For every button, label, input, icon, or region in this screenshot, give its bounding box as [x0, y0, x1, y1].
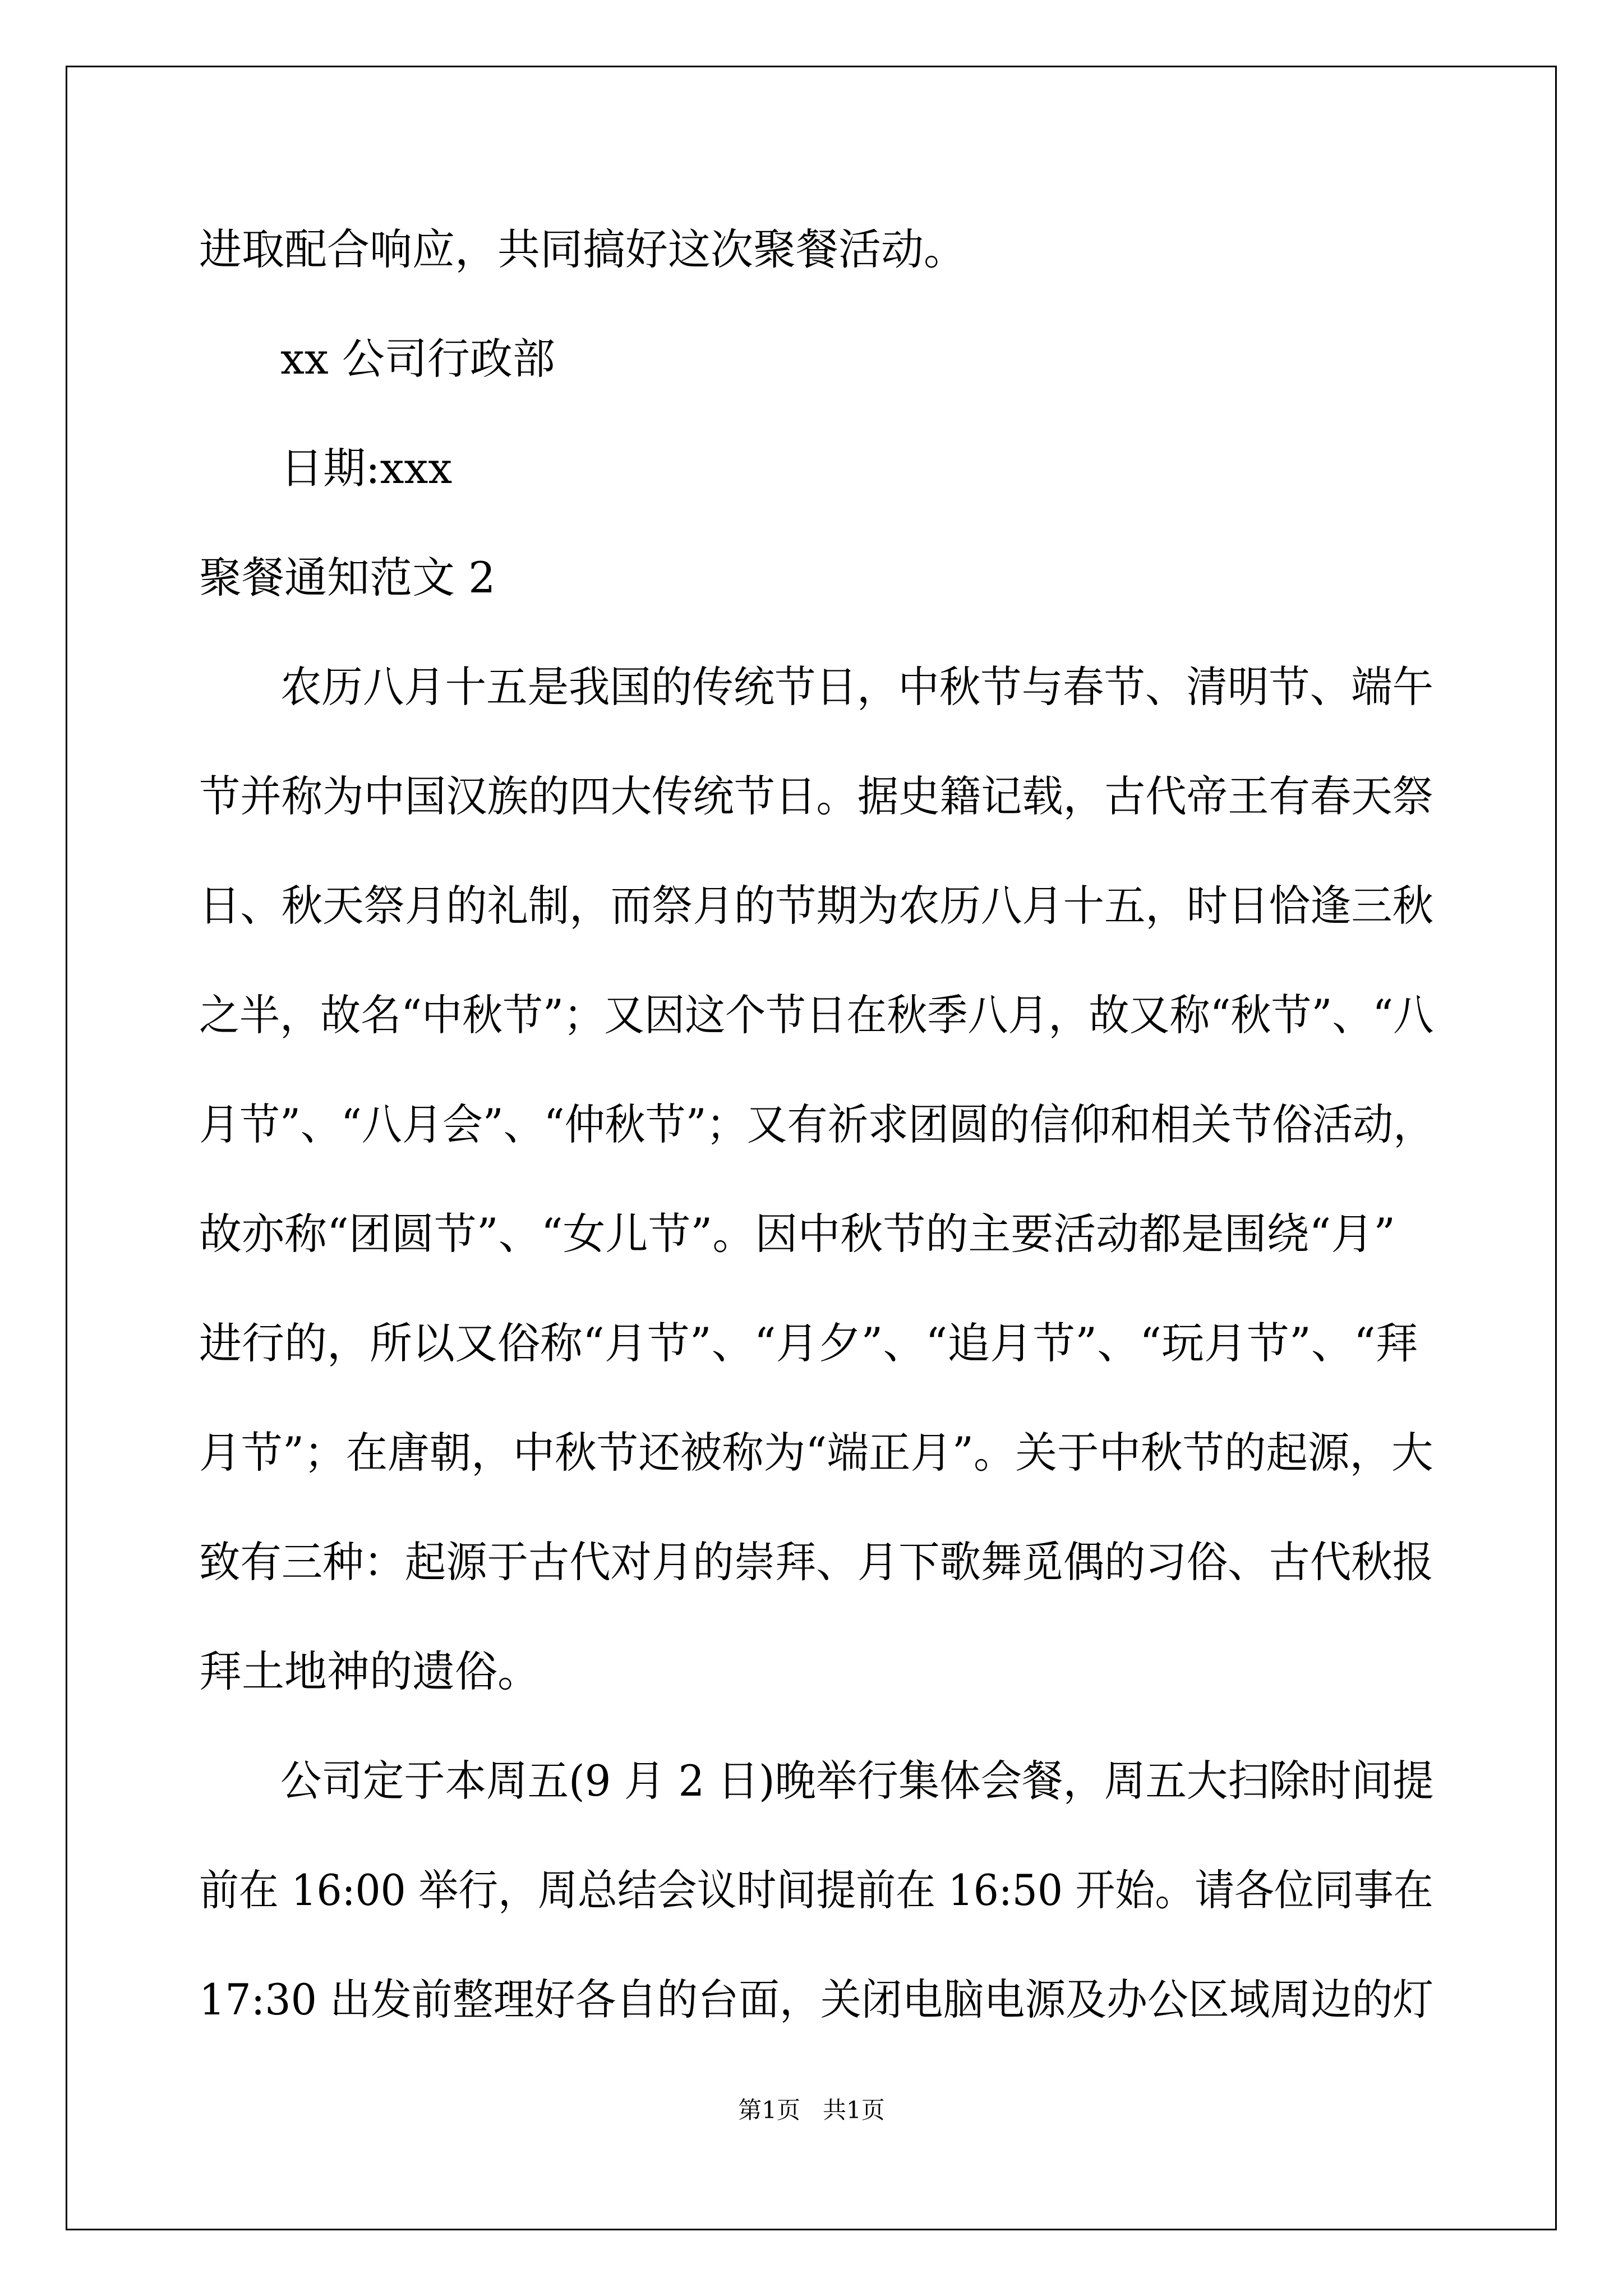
page-footer: 第1页 共1页 — [738, 2096, 885, 2124]
text-line: 月节”、“八月会”、“仲秋节”；又有祈求团圆的信仰和相关节俗活动， — [199, 1099, 1434, 1149]
text-line: 日、秋天祭月的礼制，而祭月的节期为农历八月十五，时日恰逢三秋 — [199, 881, 1433, 931]
text-line: 进取配合响应，共同搞好这次聚餐活动。 — [199, 224, 966, 274]
signature-department: xx 公司行政部 — [280, 334, 555, 384]
text-line: 17:30 出发前整理好各自的台面，关闭电脑电源及办公区域周边的灯 — [199, 1975, 1434, 2024]
text-line: 节并称为中国汉族的四大传统节日。据史籍记载，古代帝王有春天祭 — [199, 771, 1433, 821]
text-line: 进行的，所以又俗称“月节”、“月夕”、“追月节”、“玩月节”、“拜 — [199, 1318, 1418, 1368]
section-heading: 聚餐通知范文 2 — [199, 553, 496, 602]
text-line: 月节”；在唐朝，中秋节还被称为“端正月”。关于中秋节的起源，大 — [199, 1428, 1433, 1478]
text-line: 农历八月十五是我国的传统节日，中秋节与春节、清明节、端午 — [280, 662, 1433, 712]
signature-date: 日期:xxx — [280, 443, 453, 493]
text-line: 故亦称“团圆节”、“女儿节”。因中秋节的主要活动都是围绕“月” — [199, 1209, 1396, 1259]
text-line: 拜土地神的遗俗。 — [199, 1646, 540, 1696]
text-line: 公司定于本周五(9 月 2 日)晚举行集体会餐，周五大扫除时间提 — [280, 1756, 1434, 1806]
text-line: 之半，故名“中秋节”；又因这个节日在秋季八月，故又称“秋节”、“八 — [199, 990, 1434, 1040]
text-line: 致有三种：起源于古代对月的崇拜、月下歌舞觅偶的习俗、古代秋报 — [199, 1537, 1433, 1587]
text-line: 前在 16:00 举行，周总结会议时间提前在 16:50 开始。请各位同事在 — [199, 1865, 1433, 1915]
